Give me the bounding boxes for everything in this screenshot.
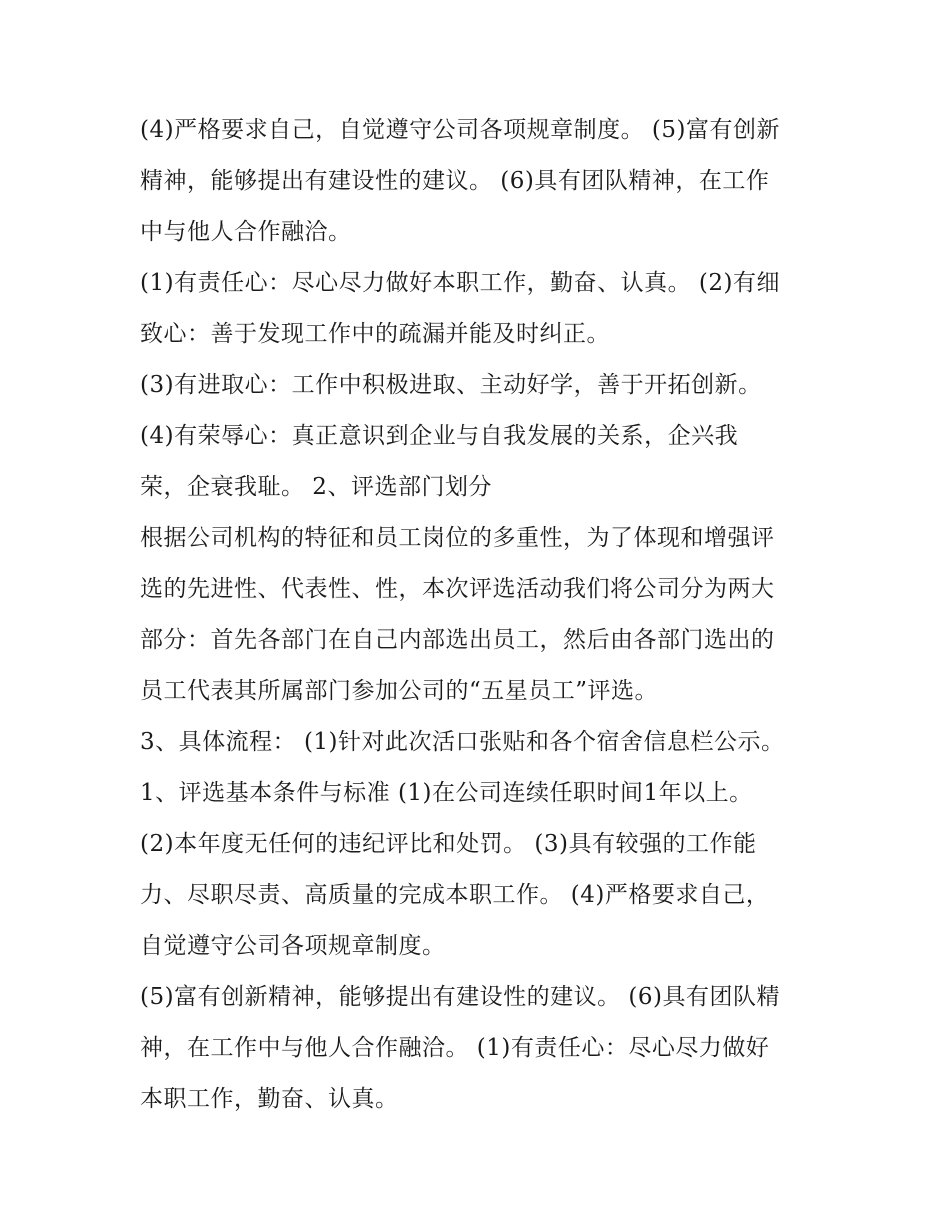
paragraph-basic-conditions [140,768,830,819]
text-line: 神，在工作中与他人合作融洽。 (1)有责任心：尽心尽力做好 [140,1035,770,1061]
text-line: 选的先进性、代表性、性，本次评选活动我们将公司分为两大 [140,576,775,602]
document-body [140,105,830,1125]
text-line: (4)有荣辱心：真正意识到企业与自我发展的关系，企兴我 [140,423,739,449]
text-line: 3、具体流程： (1)针对此次活口张贴和各个宿舍信息栏公示。 [140,729,785,755]
text-line: (2)本年度无任何的违纪评比和处罚。 (3)具有较强的工作能 [140,831,757,857]
paragraph-process [140,717,830,768]
text-line: 力、尽职尽责、高质量的完成本职工作。 (4)严格要求自己， [140,882,770,908]
paragraph-honor [140,411,830,513]
paragraph-innovation [140,972,830,1125]
paragraph-enterprising [140,360,830,411]
text-line: (5)富有创新精神，能够提出有建设性的建议。 (6)具有团队精 [140,984,780,1010]
paragraph-conditions-list [140,819,830,972]
text-line: 自觉遵守公司各项规章制度。 [140,933,446,959]
text-line: (4)严格要求自己，自觉遵守公司各项规章制度。 (5)富有创新 [140,117,780,143]
text-line: (3)有进取心：工作中积极进取、主动好学，善于开拓创新。 [140,372,762,398]
paragraph-responsibility [140,258,830,360]
paragraph-department-division [140,513,830,717]
text-line: 中与他人合作融洽。 [140,219,352,245]
text-line: 本职工作，勤奋、认真。 [140,1086,399,1112]
text-line: 精神，能够提出有建设性的建议。 (6)具有团队精神，在工作 [140,168,770,194]
text-line: 员工代表其所属部门参加公司的“五星员工”评选。 [140,678,659,704]
text-line: 荣，企衰我耻。 2、评选部门划分 [140,474,492,500]
text-line: 部分：首先各部门在自己内部选出员工，然后由各部门选出的 [140,627,775,653]
text-line: (1)有责任心：尽心尽力做好本职工作，勤奋、认真。 (2)有细 [140,270,780,296]
text-line: 致心：善于发现工作中的疏漏并能及时纠正。 [140,321,610,347]
text-line: 根据公司机构的特征和员工岗位的多重性，为了体现和增强评 [140,525,775,551]
text-line: 1、评选基本条件与标准 (1)在公司连续任职时间1年以上。 [140,780,753,806]
paragraph-requirements-cont [140,105,830,258]
